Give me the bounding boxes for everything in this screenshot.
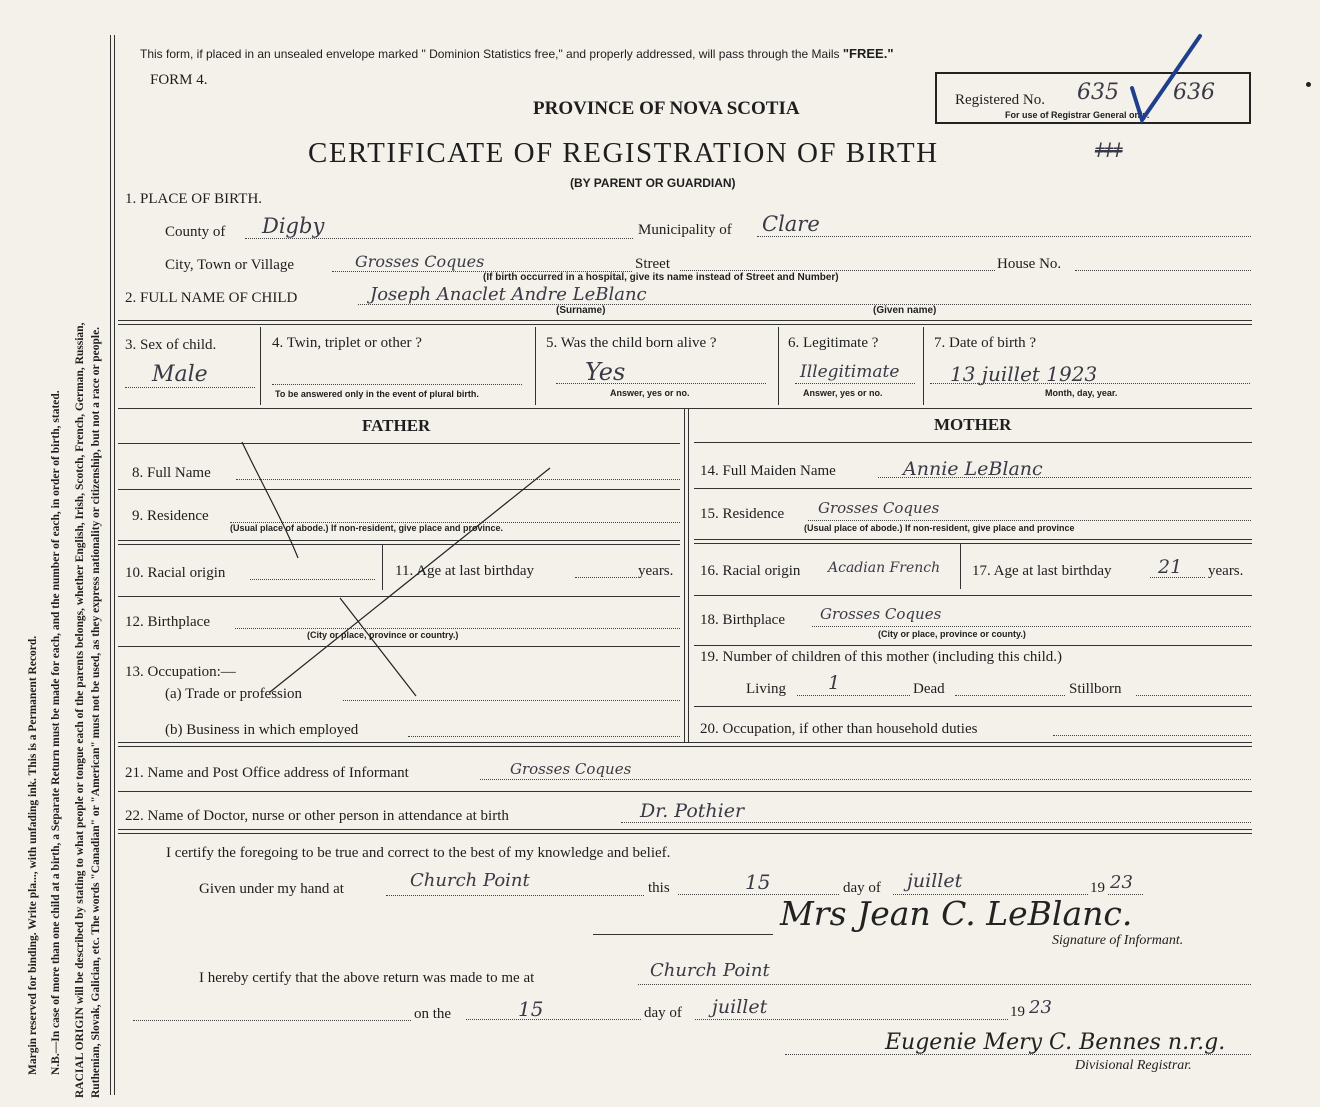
parent-column-divider — [684, 408, 689, 742]
father-birthplace-note: (City or place, province or country.) — [307, 630, 459, 640]
mother-residence-label: 15. Residence — [700, 506, 785, 522]
father-birthplace-label: 12. Birthplace — [125, 614, 210, 630]
mother-racial-label: 16. Racial origin — [700, 563, 801, 579]
registrar-note: For use of Registrar General only. — [1005, 110, 1150, 120]
mother-row18-rule — [694, 645, 1252, 646]
hospital-note: (If birth occurred in a hospital, give its name instead of Street and Number) — [483, 272, 839, 283]
child-name-label: 2. FULL NAME OF CHILD — [125, 290, 298, 306]
on-day-line — [466, 1019, 641, 1020]
doctor-label: 22. Name of Doctor, nurse or other person in attendance at birth — [125, 808, 509, 824]
legitimate-line — [795, 383, 915, 384]
mother-birthplace-line — [812, 626, 1251, 627]
mother-residence-line — [808, 520, 1251, 521]
born-alive-note: Answer, yes or no. — [610, 388, 690, 398]
child-name-value: Joseph Anaclet Andre LeBlanc — [370, 284, 647, 305]
twin-label: 4. Twin, triplet or other ? — [272, 335, 422, 351]
row3-divider-2 — [535, 327, 536, 405]
mother-age-years: years. — [1208, 563, 1244, 579]
municipality-label: Municipality of — [638, 222, 732, 238]
surname-note: (Surname) — [556, 305, 606, 316]
mother-age-value: 21 — [1158, 556, 1183, 578]
father-strike-cross — [340, 598, 416, 696]
rule-after-name — [118, 320, 1252, 325]
mother-heading: MOTHER — [934, 415, 1012, 434]
mother-heading-rule — [694, 442, 1252, 443]
informant-signature: Mrs Jean C. LeBlanc. — [780, 894, 1133, 933]
given-place-line — [386, 895, 644, 896]
given-under-label: Given under my hand at — [199, 881, 344, 897]
street-label: Street — [635, 256, 670, 272]
father-residence-label: 9. Residence — [132, 508, 209, 524]
mother-age-label: 17. Age at last birthday — [972, 563, 1112, 579]
legitimate-note: Answer, yes or no. — [803, 388, 883, 398]
registrar-signature: Eugenie Mery C. Bennes n.r.g. — [885, 1030, 1226, 1055]
form-number: FORM 4. — [150, 72, 208, 88]
mother-row14-rule — [694, 488, 1252, 489]
day-of-2-label: day of — [644, 1005, 682, 1021]
mother-living-value: 1 — [828, 672, 841, 694]
certify-statement: I certify the foregoing to be true and correct to the best of my knowledge and belief. — [166, 845, 671, 861]
right-edge-mark — [1306, 82, 1311, 87]
father-trade-label: (a) Trade or profession — [165, 686, 303, 702]
margin-note-racial-1: RACIAL ORIGIN will be described by stating to what people or tongue each of the parents belongs, whether English, Irish, Scotch, French, German, Russian, — [74, 322, 86, 1098]
twin-line — [272, 384, 522, 385]
mother-birthplace-label: 18. Birthplace — [700, 612, 785, 628]
dob-note: Month, day, year. — [1045, 388, 1118, 398]
signature-of-informant-label: Signature of Informant. — [1052, 933, 1184, 948]
given-name-note: (Given name) — [873, 305, 937, 316]
binding-margin-rule — [110, 35, 115, 1095]
father-business-label: (b) Business in which employed — [165, 722, 359, 738]
hereby-place-value: Church Point — [650, 960, 770, 981]
street-line — [680, 270, 995, 271]
legitimate-label: 6. Legitimate ? — [788, 335, 879, 351]
city-value: Grosses Coques — [355, 252, 485, 271]
mother-birthplace-note: (City or place, province or county.) — [878, 629, 1026, 639]
mother-birthplace-value: Grosses Coques — [820, 605, 942, 623]
registered-value-2: 636 — [1173, 80, 1215, 105]
father-age-line — [575, 577, 637, 578]
registered-label: Registered No. — [955, 92, 1045, 108]
row3-divider-1 — [260, 327, 261, 405]
given-year-value: 23 — [1110, 872, 1133, 893]
hereby-statement: I hereby certify that the above return was made to me at — [199, 970, 535, 986]
row3-divider-3 — [778, 327, 779, 405]
mail-notice — [140, 46, 894, 61]
on-year-value: 23 — [1029, 997, 1052, 1018]
row3-divider-4 — [923, 327, 924, 405]
divisional-registrar-label: Divisional Registrar. — [1075, 1058, 1192, 1073]
father-heading: FATHER — [362, 416, 431, 435]
province-heading: PROVINCE OF NOVA SCOTIA — [533, 98, 800, 119]
certificate-title: CERTIFICATE OF REGISTRATION OF BIRTH — [308, 137, 939, 169]
on-the-label: on the — [414, 1006, 452, 1022]
doctor-value: Dr. Pothier — [640, 800, 745, 822]
day-of-label: day of — [843, 880, 881, 896]
father-age-years: years. — [638, 563, 674, 579]
mother-living-label: Living — [746, 681, 786, 697]
margin-note-binding: Margin reserved for binding. Write pla..., with unfading ink. This is a Permanent Record. — [27, 635, 39, 1075]
father-strike-long — [270, 468, 550, 692]
hereby-place-line — [638, 984, 1251, 985]
born-alive-value: Yes — [585, 358, 626, 386]
dob-label: 7. Date of birth ? — [934, 335, 1037, 351]
mother-occupation-line — [1053, 735, 1251, 736]
mother-children-label: 19. Number of children of this mother (including this child.) — [700, 649, 1063, 665]
father-business-line — [408, 736, 680, 737]
dob-value: 13 juillet 1923 — [950, 362, 1098, 386]
father-strike-marks — [230, 430, 570, 710]
informant-value: Grosses Coques — [510, 760, 632, 778]
mother-dead-label: Dead — [913, 681, 945, 697]
rule-after-parents — [118, 742, 1252, 747]
mother-row15-rule — [694, 539, 1252, 544]
mother-living-line — [797, 695, 910, 696]
mother-row19-rule — [694, 706, 1252, 707]
mother-racial-value: Acadian French — [828, 560, 941, 576]
twin-note: To be answered only in the event of plural birth. — [275, 389, 479, 399]
mother-residence-value: Grosses Coques — [818, 499, 940, 517]
on-the-lead-line — [133, 1020, 411, 1021]
check-mark — [1120, 30, 1220, 130]
on-day-value: 15 — [518, 997, 544, 1021]
given-month-value: juillet — [907, 870, 963, 892]
sex-value: Male — [152, 362, 208, 387]
check-mark-stroke — [1132, 36, 1200, 120]
father-occupation-label: 13. Occupation:— — [125, 664, 236, 680]
father-age-label: 11. Age at last birthday — [395, 563, 534, 579]
legitimate-value: Illegitimate — [800, 362, 900, 382]
mother-stillborn-label: Stillborn — [1069, 681, 1122, 697]
this-label: this — [648, 880, 670, 896]
sex-label: 3. Sex of child. — [125, 337, 217, 353]
city-label: City, Town or Village — [165, 257, 295, 273]
rule-after-informant — [118, 791, 1252, 792]
father-full-name-label: 8. Full Name — [132, 465, 211, 481]
father-racial-label: 10. Racial origin — [125, 565, 226, 581]
registered-value: 635 — [1077, 80, 1119, 105]
sex-line — [125, 387, 255, 388]
certificate-subtitle: (BY PARENT OR GUARDIAN) — [570, 176, 736, 190]
father-strike-vertical — [242, 442, 298, 558]
signature-underline — [593, 934, 773, 935]
given-day-value: 15 — [745, 870, 771, 894]
mother-maiden-value: Annie LeBlanc — [903, 458, 1043, 480]
informant-line — [480, 779, 1251, 780]
on-month-value: juillet — [712, 996, 768, 1018]
on-year-prefix: 19 — [1010, 1004, 1025, 1020]
margin-note-racial-2: Ruthenian, Slovak, Galician, etc. The words "Canadian" or "American" must not be used, as they express nationality or citizenship, but not a race or people. — [90, 326, 102, 1098]
doctor-line — [621, 822, 1251, 823]
margin-note-nb: N.B.—In case of more than one child at a birth, a Separate Return must be made for each, and the number of each, in order of birth, stated. — [50, 390, 62, 1075]
given-place-value: Church Point — [410, 870, 530, 891]
county-label: County of — [165, 224, 226, 240]
county-line — [245, 238, 633, 239]
mail-notice-free: "FREE." — [842, 46, 894, 61]
title-scribble: ǂǂǂ — [1095, 138, 1123, 162]
mail-notice-text: This form, if placed in an unsealed envelope marked " Dominion Statistics free," and properly addressed, will pass through the Mails — [140, 47, 843, 61]
father-residence-note: (Usual place of abode.) If non-resident, give place and province. — [230, 523, 504, 533]
mother-residence-note: (Usual place of abode.) If non-resident, give place and province — [804, 523, 1075, 533]
given-year-prefix: 19 — [1090, 880, 1105, 896]
mother-occupation-label: 20. Occupation, if other than household duties — [700, 721, 978, 737]
on-month-line — [695, 1019, 1008, 1020]
municipality-value: Clare — [762, 212, 820, 236]
mother-dead-line — [955, 695, 1065, 696]
municipality-line — [757, 236, 1251, 237]
mother-maiden-label: 14. Full Maiden Name — [700, 463, 836, 479]
informant-label: 21. Name and Post Office address of Informant — [125, 765, 409, 781]
house-number-line — [1075, 270, 1251, 271]
born-alive-label: 5. Was the child born alive ? — [546, 335, 717, 351]
mother-row16-rule — [694, 595, 1252, 596]
mother-racial-divider — [960, 544, 961, 589]
rule-after-doctor — [118, 829, 1252, 834]
place-of-birth-heading: 1. PLACE OF BIRTH. — [125, 191, 263, 207]
mother-stillborn-line — [1136, 695, 1251, 696]
house-number-label: House No. — [997, 256, 1062, 272]
county-value: Digby — [262, 214, 325, 238]
